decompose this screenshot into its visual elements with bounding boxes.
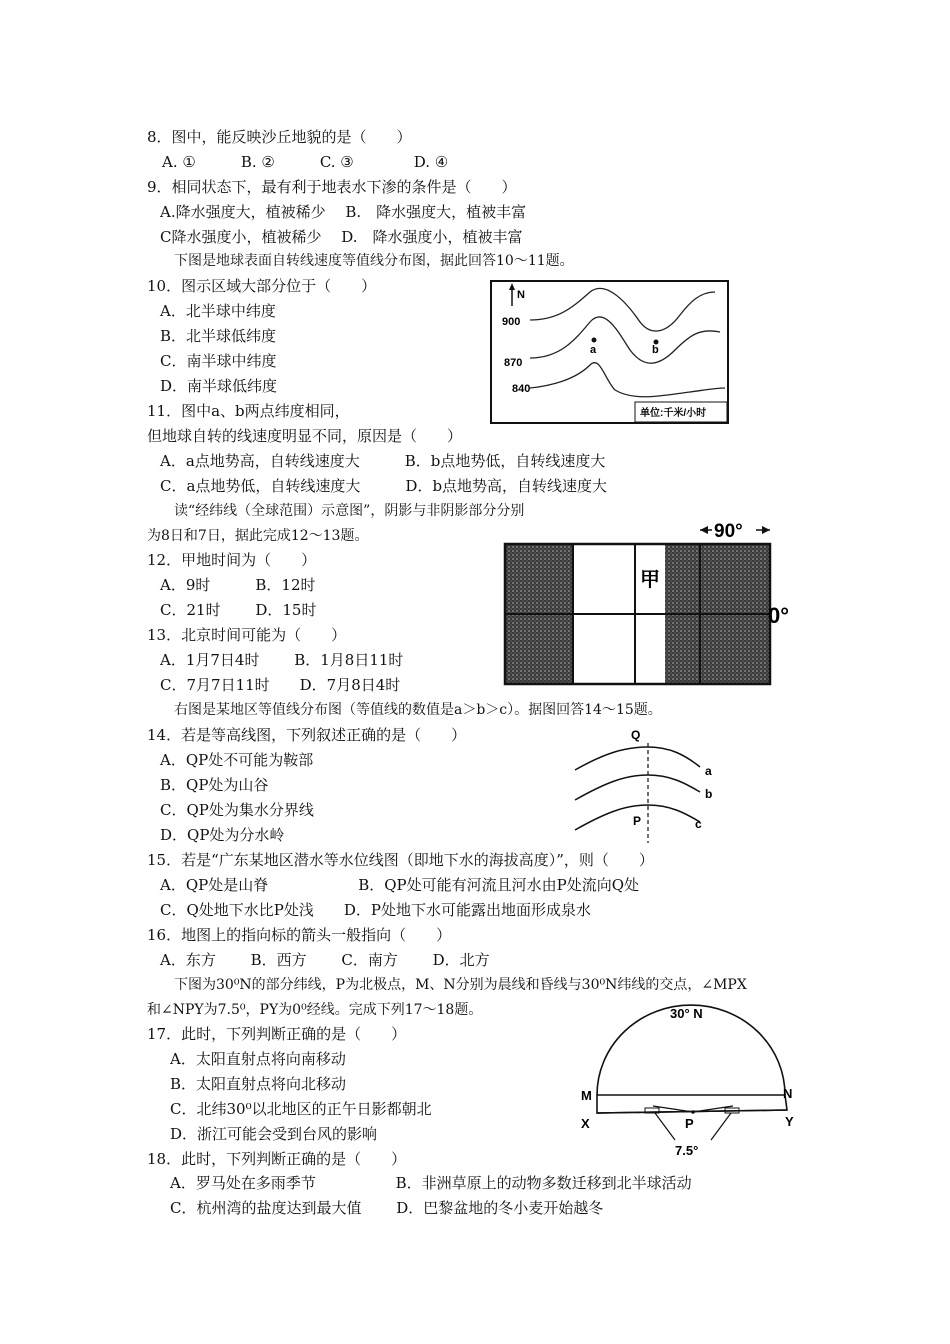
latitude-arc-figure — [575, 1000, 805, 1165]
label-q: Q — [631, 728, 641, 742]
q10-option-c: C．南半球中纬度 — [160, 352, 277, 370]
intro-10-11: 下图是地球表面自转线速度等值线分布图，据此回答10～11题。 — [174, 253, 574, 269]
equator-label-0: 0° — [768, 603, 790, 628]
q11-stem-line1: 11．图中a、b两点纬度相同， — [147, 402, 350, 420]
q13-options-cd: C．7月7日11时 D．7月8日4时 — [160, 676, 401, 694]
q10-stem: 10．图示区域大部分位于（ ） — [147, 277, 377, 295]
q13-stem: 13．北京时间可能为（ ） — [147, 626, 347, 644]
label-x: X — [581, 1116, 590, 1131]
q9-options-cd: C降水强度小，植被稀少 D. 降水强度小，植被丰富 — [160, 228, 523, 246]
pole-point-p — [691, 1110, 695, 1114]
q10-option-a: A．北半球中纬度 — [160, 302, 276, 320]
q14-option-b: B．QP处为山谷 — [160, 776, 269, 794]
q18-options-cd: C．杭州湾的盐度达到最大值 D．巴黎盆地的冬小麦开始越冬 — [170, 1199, 604, 1217]
lat-long-grid-figure — [500, 518, 800, 688]
q15-stem: 15．若是“广东某地区潜水等水位线图（即地下水的海拔高度）”，则（ ） — [147, 851, 654, 869]
unit-label: 单位:千米/小时 — [640, 408, 707, 419]
q17-option-c: C．北纬30⁰以北地区的正午日影都朝北 — [170, 1100, 432, 1118]
label-angle: 7.5° — [675, 1143, 699, 1158]
q15-options-cd: C．Q处地下水比P处浅 D．P处地下水可能露出地面形成泉水 — [160, 901, 591, 919]
q17-option-a: A．太阳直射点将向南移动 — [170, 1050, 346, 1068]
label-p: P — [633, 814, 642, 828]
q12-options-ab: A．9时 B．12时 — [160, 576, 316, 594]
span-left-arrow-icon — [700, 526, 708, 534]
point-a-label: a — [590, 344, 597, 356]
isoline-label-840: 840 — [512, 383, 531, 395]
q9-stem: 9．相同状态下，最有利于地表水下渗的条件是（ ） — [147, 178, 517, 196]
velocity-isoline-figure — [490, 280, 730, 425]
isoline-label-900: 900 — [502, 316, 521, 328]
q11-options-ab: A．a点地势高，自转线速度大 B．b点地势低，自转线速度大 — [160, 452, 606, 470]
label-y: Y — [785, 1114, 794, 1129]
point-a-marker — [592, 338, 597, 343]
q11-stem-line2: 但地球自转的线速度明显不同，原因是（ ） — [147, 427, 463, 445]
q17-option-b: B．太阳直射点将向北移动 — [170, 1075, 347, 1093]
contour-figure — [565, 725, 725, 845]
angle-right-line — [711, 1113, 731, 1140]
contour-label-c: c — [695, 817, 702, 831]
intro-17-18-line1: 下图为30⁰N的部分纬线，P为北极点，M、N分别为晨线和昏线与30⁰N纬线的交点，∠MPX — [174, 977, 747, 993]
intro-14-15: 右图是某地区等值线分布图（等值线的数值是a＞b＞c）。据图回答14～15题。 — [174, 702, 662, 718]
q18-stem: 18．此时，下列判断正确的是（ ） — [147, 1150, 407, 1168]
isoline-label-870: 870 — [504, 357, 523, 369]
contour-label-a: a — [705, 764, 712, 778]
angle-left-line — [655, 1113, 675, 1140]
q17-option-d: D．浙江可能会受到台风的影响 — [170, 1125, 378, 1143]
label-m: M — [581, 1088, 592, 1103]
contour-line-a — [575, 747, 700, 770]
q16-stem: 16．地图上的指向标的箭头一般指向（ ） — [147, 926, 452, 944]
q17-stem: 17．此时，下列判断正确的是（ ） — [147, 1025, 407, 1043]
intro-12-13-line2: 为8日和7日，据此完成12～13题。 — [147, 528, 369, 544]
q8-stem: 8．图中，能反映沙丘地貌的是（ ） — [147, 128, 412, 146]
label-p: P — [685, 1116, 694, 1131]
q14-option-d: D．QP处为分水岭 — [160, 826, 285, 844]
intro-12-13-line1: 读“经纬线（全球范围）示意图”，阴影与非阴影部分分别 — [174, 503, 525, 519]
q14-stem: 14．若是等高线图，下列叙述正确的是（ ） — [147, 726, 467, 744]
contour-label-b: b — [705, 787, 713, 801]
jia-label: 甲 — [640, 569, 660, 591]
point-b-label: b — [652, 344, 659, 356]
q14-option-c: C．QP处为集水分界线 — [160, 801, 314, 819]
q13-options-ab: A．1月7日4时 B．1月8日11时 — [160, 651, 404, 669]
q18-options-ab: A．罗马处在多雨季节 B．非洲草原上的动物多数迁移到北半球活动 — [170, 1174, 692, 1192]
q16-options: A．东方 B．西方 C．南方 D．北方 — [160, 951, 490, 969]
q15-options-ab: A．QP处是山脊 B．QP处可能有河流且河水由P处流向Q处 — [160, 876, 640, 894]
contour-line-b — [575, 775, 700, 800]
q12-stem: 12．甲地时间为（ ） — [147, 551, 317, 569]
q12-options-cd: C．21时 D．15时 — [160, 601, 317, 619]
q9-options-ab: A.降水强度大，植被稀少 B. 降水强度大，植被丰富 — [160, 203, 527, 221]
label-30n: 30° N — [670, 1006, 703, 1021]
q10-option-d: D．南半球低纬度 — [160, 377, 278, 395]
q11-options-cd: C．a点地势低，自转线速度大 D．b点地势高，自转线速度大 — [160, 477, 608, 495]
span-right-arrow-icon — [762, 526, 770, 534]
span-label-90: 90° — [714, 521, 743, 542]
q14-option-a: A．QP处不可能为鞍部 — [160, 751, 314, 769]
q10-option-b: B．北半球低纬度 — [160, 327, 277, 345]
north-label: N — [517, 289, 525, 301]
q8-options: A. ① B. ② C. ③ D. ④ — [162, 153, 449, 171]
intro-17-18-line2: 和∠NPY为7.5⁰，PY为0⁰经线。完成下列17～18题。 — [147, 1002, 483, 1018]
label-n: N — [783, 1086, 793, 1101]
